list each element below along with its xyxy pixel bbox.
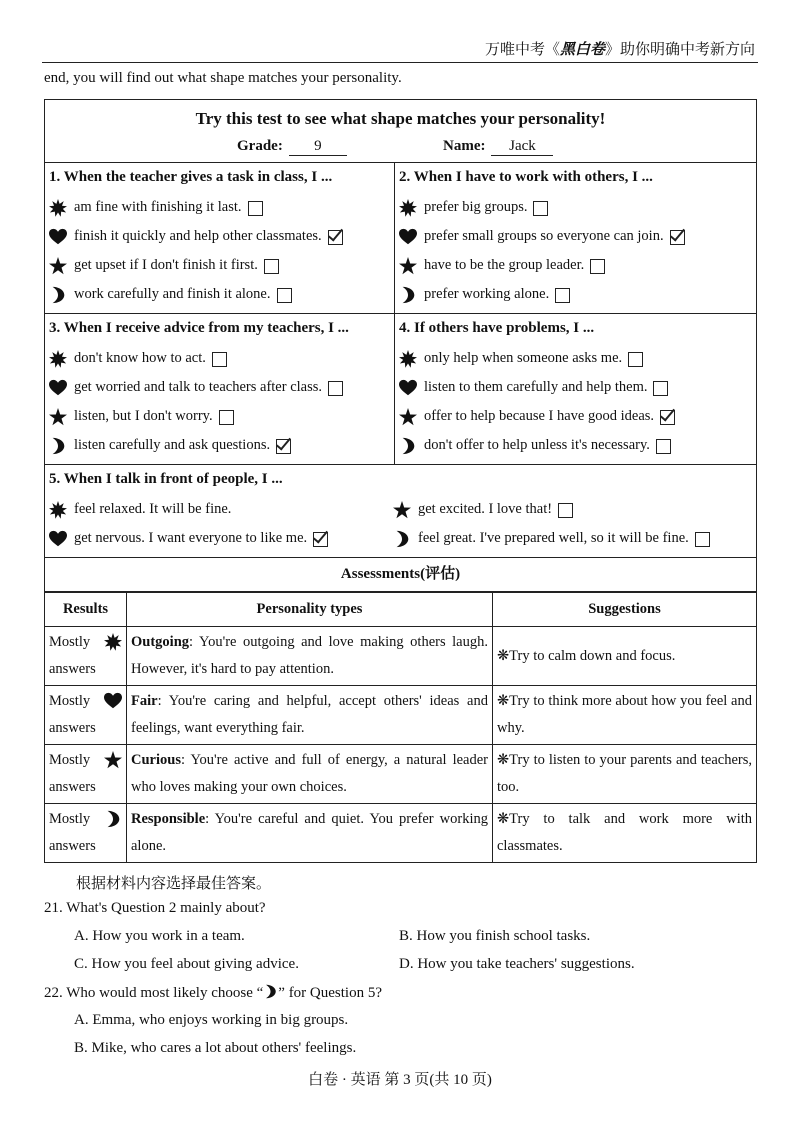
reading-questions: [44, 872, 764, 1068]
option-item: [49, 251, 390, 280]
checkbox[interactable]: [558, 503, 573, 518]
option-text: don't offer to help unless it's necessary.: [424, 437, 650, 453]
result-cell: [45, 745, 127, 804]
personality-type-description: : You're caring and helpful, accept others' ideas and feelings, want everything fair.: [131, 693, 488, 736]
checkbox[interactable]: [533, 201, 548, 216]
heart-icon: [104, 692, 122, 710]
assessments-table: [45, 592, 756, 862]
option-item: [49, 222, 390, 251]
table-header-row: [45, 593, 756, 627]
moon-icon: [399, 437, 417, 455]
checked-checkbox[interactable]: [670, 230, 685, 245]
mostly-label: Mostly: [49, 634, 91, 650]
question-4: [395, 314, 756, 464]
option-text: get worried and talk to teachers after class.: [74, 379, 323, 395]
table-row: [45, 627, 756, 686]
suggestion-cell: ❋Try to listen to your parents and teachers, too.: [493, 745, 757, 804]
questions-row-2: [45, 314, 756, 465]
answers-label: answers: [49, 838, 96, 854]
suggestion-cell: ❋Try to talk and work more with classmates.: [493, 804, 757, 863]
suggestion-cell: ❋Try to calm down and focus.: [493, 627, 757, 686]
option-item: [49, 280, 390, 309]
answers-label: answers: [49, 661, 96, 677]
heart-icon: [399, 228, 417, 246]
table-row: [45, 745, 756, 804]
moon-icon: [393, 530, 411, 548]
option-item: [399, 280, 752, 309]
option-item: [49, 373, 390, 402]
option-text: feel great. I've prepared well, so it will be fine.: [418, 530, 689, 546]
answers-label: answers: [49, 779, 96, 795]
header-suffix: 》助你明确中考新方向: [604, 42, 755, 58]
checkbox[interactable]: [264, 259, 279, 274]
test-header: [45, 100, 756, 163]
option-text: listen, but I don't worry.: [74, 408, 213, 424]
checkbox[interactable]: [555, 288, 570, 303]
heart-icon: [49, 530, 67, 548]
suggestion-cell: ❋Try to think more about how you feel and why.: [493, 686, 757, 745]
option-item: [49, 524, 393, 553]
checkbox[interactable]: [628, 352, 643, 367]
choice-22-a[interactable]: A. Emma, who enjoys working in big groups.: [74, 1012, 349, 1028]
questions-row-1: [45, 163, 756, 314]
checkbox[interactable]: [277, 288, 292, 303]
moon-icon: [263, 984, 278, 999]
option-item: [399, 222, 752, 251]
name-value: Jack: [491, 138, 553, 156]
question-22-text-end: ” for Question 5?: [278, 985, 382, 1001]
option-item: [399, 431, 752, 460]
checkbox[interactable]: [328, 381, 343, 396]
personality-type-description: : You're outgoing and love making others laugh. However, it's hard to pay attention.: [131, 634, 488, 677]
option-text: feel relaxed. It will be fine.: [74, 501, 232, 517]
instruction: 根据材料内容选择最佳答案。: [76, 876, 272, 892]
answers-label: answers: [49, 720, 96, 736]
checked-checkbox[interactable]: [328, 230, 343, 245]
moon-icon: [49, 286, 67, 304]
personality-type-name: Responsible: [131, 811, 206, 827]
question-5-options: [49, 495, 752, 553]
option-item: [49, 344, 390, 373]
option-item: [399, 402, 752, 431]
question-1: [45, 163, 395, 313]
checkbox[interactable]: [656, 439, 671, 454]
burst-icon: [49, 350, 67, 368]
assessments-title: Assessments(评估): [45, 558, 756, 592]
option-text: finish it quickly and help other classmates.: [74, 228, 322, 244]
question-2: [395, 163, 756, 313]
intro-text: end, you will find out what shape matches your personality.: [44, 70, 402, 86]
result-cell: [45, 686, 127, 745]
option-text: have to be the group leader.: [424, 257, 585, 273]
table-row: [45, 804, 756, 863]
option-text: don't know how to act.: [74, 350, 206, 366]
option-text: work carefully and finish it alone.: [74, 286, 271, 302]
choice-21-b[interactable]: B. How you finish school tasks.: [399, 928, 591, 944]
mostly-label: Mostly: [49, 811, 91, 827]
option-item: [399, 373, 752, 402]
option-text: listen carefully and ask questions.: [74, 437, 271, 453]
option-text: get excited. I love that!: [418, 501, 553, 517]
star-icon: [399, 408, 417, 426]
question-21: 21. What's Question 2 mainly about?: [44, 900, 266, 916]
question-5: [45, 465, 756, 558]
checkbox[interactable]: [695, 532, 710, 547]
checkbox[interactable]: [590, 259, 605, 274]
header-suggestions: Suggestions: [493, 593, 757, 627]
heart-icon: [49, 228, 67, 246]
question-21-choices: [44, 928, 764, 984]
burst-icon: [399, 350, 417, 368]
option-item: [399, 344, 752, 373]
grade-field: [237, 138, 347, 156]
checkbox[interactable]: [212, 352, 227, 367]
header-prefix: 万唯中考《: [484, 42, 560, 58]
checked-checkbox[interactable]: [276, 439, 291, 454]
page-header: [485, 38, 755, 59]
burst-icon: [104, 633, 122, 651]
question-22-text-start: 22. Who would most likely choose “: [44, 985, 264, 1001]
choice-21-d[interactable]: D. How you take teachers' suggestions.: [399, 956, 635, 972]
burst-icon: [49, 199, 67, 217]
option-text: only help when someone asks me.: [424, 350, 623, 366]
checkbox[interactable]: [653, 381, 668, 396]
personality-type-description: : You're careful and quiet. You prefer working alone.: [131, 811, 488, 854]
option-text: offer to help because I have good ideas.: [424, 408, 655, 424]
choice-21-a[interactable]: A. How you work in a team.: [74, 928, 245, 944]
moon-icon: [49, 437, 67, 455]
personality-test-box: [44, 99, 757, 863]
personality-type-name: Outgoing: [131, 634, 190, 650]
star-icon: [49, 257, 67, 275]
personality-type-name: Fair: [131, 693, 158, 709]
personality-type-cell: [127, 627, 493, 686]
option-item: [399, 251, 752, 280]
question-title: 2. When I have to work with others, I ...: [399, 169, 653, 185]
option-text: listen to them carefully and help them.: [424, 379, 648, 395]
choice-21-c[interactable]: C. How you feel about giving advice.: [74, 956, 299, 972]
question-5-title: 5. When I talk in front of people, I ...: [49, 471, 283, 487]
question-title: 1. When the teacher gives a task in class, I ...: [49, 169, 333, 185]
star-icon: [399, 257, 417, 275]
heart-icon: [399, 379, 417, 397]
checked-checkbox[interactable]: [313, 532, 328, 547]
mostly-label: Mostly: [49, 693, 91, 709]
option-item: [399, 193, 752, 222]
checked-checkbox[interactable]: [660, 410, 675, 425]
option-text: am fine with finishing it last.: [74, 199, 242, 215]
star-icon: [393, 501, 411, 519]
option-text: get nervous. I want everyone to like me.: [74, 530, 308, 546]
header-results: Results: [45, 593, 127, 627]
option-text: prefer small groups so everyone can join.: [424, 228, 664, 244]
header-book-title: 黑白卷: [559, 42, 605, 58]
header-personality-types: Personality types: [127, 593, 493, 627]
question-3: [45, 314, 395, 464]
star-icon: [49, 408, 67, 426]
option-text: prefer working alone.: [424, 286, 550, 302]
name-field: [443, 138, 553, 156]
question-title: 4. If others have problems, I ...: [399, 320, 595, 336]
option-text: get upset if I don't finish it first.: [74, 257, 258, 273]
star-icon: [104, 751, 122, 769]
option-item: [49, 431, 390, 460]
option-item: [49, 495, 393, 524]
burst-icon: [399, 199, 417, 217]
personality-type-cell: [127, 745, 493, 804]
page-footer: 白卷 · 英语 第 3 页(共 10 页): [308, 1072, 492, 1088]
checkbox[interactable]: [219, 410, 234, 425]
option-item: [393, 495, 752, 524]
option-item: [49, 193, 390, 222]
heart-icon: [49, 379, 67, 397]
question-22: [44, 984, 764, 1012]
name-label: Name:: [443, 138, 486, 154]
personality-type-cell: [127, 804, 493, 863]
moon-icon: [104, 810, 122, 828]
question-title: 3. When I receive advice from my teachers, I ...: [49, 320, 349, 336]
choice-22-b[interactable]: B. Mike, who cares a lot about others' feelings.: [74, 1040, 357, 1056]
test-title: Try this test to see what shape matches your personality!: [195, 109, 606, 128]
moon-icon: [399, 286, 417, 304]
option-item: [49, 402, 390, 431]
grade-label: Grade:: [237, 138, 283, 154]
personality-type-cell: [127, 686, 493, 745]
table-row: [45, 686, 756, 745]
mostly-label: Mostly: [49, 752, 91, 768]
personality-type-name: Curious: [131, 752, 181, 768]
personality-type-description: : You're active and full of energy, a natural leader who loves making your own choices.: [131, 752, 488, 795]
result-cell: [45, 627, 127, 686]
result-cell: [45, 804, 127, 863]
checkbox[interactable]: [248, 201, 263, 216]
burst-icon: [49, 501, 67, 519]
option-item: [393, 524, 752, 553]
grade-value: 9: [289, 138, 347, 156]
header-divider: [42, 62, 758, 63]
option-text: prefer big groups.: [424, 199, 528, 215]
